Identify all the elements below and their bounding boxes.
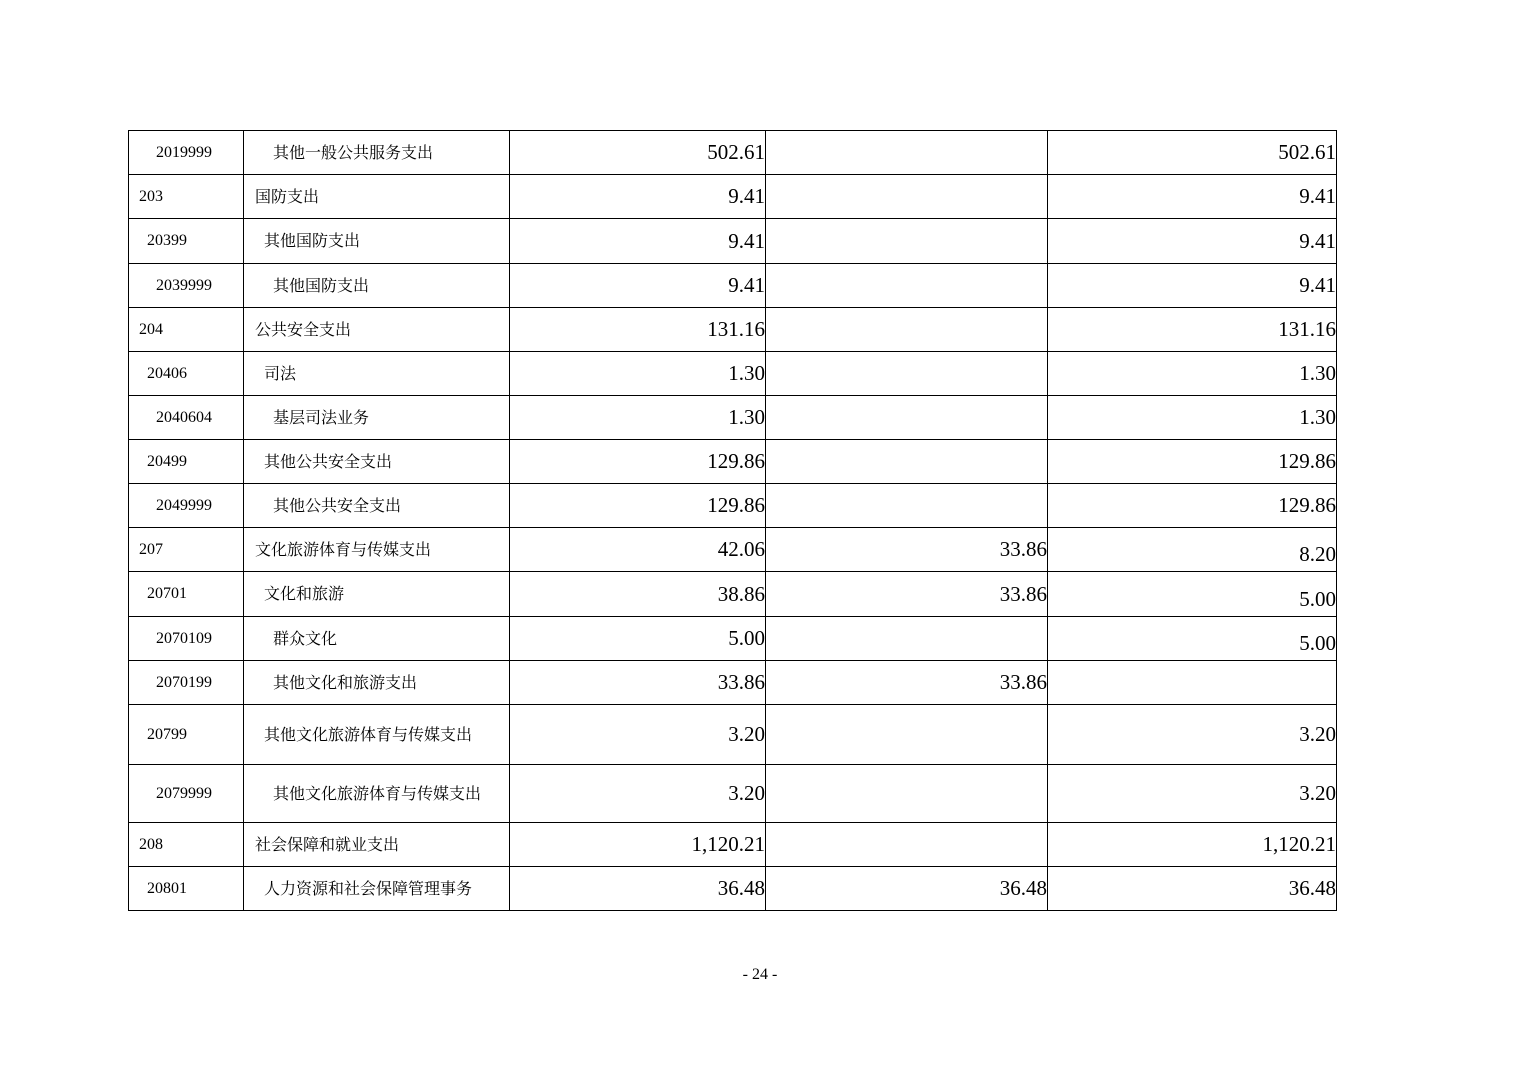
table-row (129, 396, 1337, 440)
subject-name: 司法 (244, 352, 510, 396)
table-row (129, 823, 1337, 867)
total-amount: 1.30 (510, 396, 766, 440)
subject-code: 20399 (129, 219, 244, 264)
subject-name: 其他文化旅游体育与传媒支出 (244, 765, 510, 823)
table-row (129, 175, 1337, 219)
basic-amount (766, 765, 1048, 823)
project-amount: 8.20 (1048, 528, 1337, 572)
subject-name: 其他一般公共服务支出 (244, 131, 510, 175)
basic-amount (766, 484, 1048, 528)
subject-code: 20801 (129, 867, 244, 911)
subject-name: 基层司法业务 (244, 396, 510, 440)
subject-name: 社会保障和就业支出 (244, 823, 510, 867)
table-row (129, 440, 1337, 484)
subject-code: 20499 (129, 440, 244, 484)
subject-code: 2070109 (129, 617, 244, 661)
subject-name: 文化和旅游 (244, 572, 510, 617)
total-amount: 36.48 (510, 867, 766, 911)
subject-name: 其他公共安全支出 (244, 484, 510, 528)
table-row (129, 528, 1337, 572)
table-row (129, 131, 1337, 175)
basic-amount: 33.86 (766, 572, 1048, 617)
subject-code: 207 (129, 528, 244, 572)
table-row (129, 617, 1337, 661)
subject-code: 2049999 (129, 484, 244, 528)
basic-amount (766, 617, 1048, 661)
basic-amount (766, 308, 1048, 352)
total-amount: 42.06 (510, 528, 766, 572)
subject-name: 人力资源和社会保障管理事务 (244, 867, 510, 911)
subject-code: 20701 (129, 572, 244, 617)
project-amount: 5.00 (1048, 572, 1337, 617)
project-amount: 9.41 (1048, 175, 1337, 219)
subject-name: 其他公共安全支出 (244, 440, 510, 484)
table-row (129, 308, 1337, 352)
subject-code: 2040604 (129, 396, 244, 440)
project-amount: 5.00 (1048, 617, 1337, 661)
subject-code: 2019999 (129, 131, 244, 175)
project-amount: 129.86 (1048, 484, 1337, 528)
subject-name: 群众文化 (244, 617, 510, 661)
total-amount: 1,120.21 (510, 823, 766, 867)
total-amount: 9.41 (510, 175, 766, 219)
project-amount: 1.30 (1048, 396, 1337, 440)
table-row (129, 572, 1337, 617)
total-amount: 129.86 (510, 484, 766, 528)
table-row (129, 352, 1337, 396)
subject-name: 其他国防支出 (244, 264, 510, 308)
total-amount: 502.61 (510, 131, 766, 175)
subject-name: 其他文化和旅游支出 (244, 661, 510, 705)
total-amount: 9.41 (510, 219, 766, 264)
table-row (129, 219, 1337, 264)
subject-code: 204 (129, 308, 244, 352)
basic-amount (766, 352, 1048, 396)
basic-amount: 33.86 (766, 528, 1048, 572)
basic-amount (766, 131, 1048, 175)
project-amount (1048, 661, 1337, 705)
project-amount: 3.20 (1048, 765, 1337, 823)
subject-name: 其他国防支出 (244, 219, 510, 264)
project-amount: 131.16 (1048, 308, 1337, 352)
subject-code: 208 (129, 823, 244, 867)
basic-amount (766, 219, 1048, 264)
project-amount: 1,120.21 (1048, 823, 1337, 867)
subject-name: 文化旅游体育与传媒支出 (244, 528, 510, 572)
page-number: - 24 - (742, 966, 778, 983)
table-row (129, 484, 1337, 528)
table-row (129, 765, 1337, 823)
basic-amount (766, 264, 1048, 308)
subject-name: 公共安全支出 (244, 308, 510, 352)
table-row (129, 264, 1337, 308)
subject-name: 国防支出 (244, 175, 510, 219)
project-amount: 9.41 (1048, 264, 1337, 308)
basic-amount (766, 440, 1048, 484)
project-amount: 502.61 (1048, 131, 1337, 175)
total-amount: 33.86 (510, 661, 766, 705)
subject-code: 2070199 (129, 661, 244, 705)
basic-amount: 36.48 (766, 867, 1048, 911)
subject-code: 20799 (129, 705, 244, 765)
basic-amount (766, 396, 1048, 440)
total-amount: 3.20 (510, 765, 766, 823)
subject-code: 203 (129, 175, 244, 219)
subject-code: 20406 (129, 352, 244, 396)
project-amount: 129.86 (1048, 440, 1337, 484)
total-amount: 129.86 (510, 440, 766, 484)
budget-expenditure-table (128, 130, 1337, 911)
total-amount: 131.16 (510, 308, 766, 352)
subject-code: 2039999 (129, 264, 244, 308)
total-amount: 1.30 (510, 352, 766, 396)
project-amount: 36.48 (1048, 867, 1337, 911)
project-amount: 3.20 (1048, 705, 1337, 765)
basic-amount (766, 705, 1048, 765)
basic-amount: 33.86 (766, 661, 1048, 705)
table-row (129, 661, 1337, 705)
total-amount: 5.00 (510, 617, 766, 661)
subject-code: 2079999 (129, 765, 244, 823)
project-amount: 9.41 (1048, 219, 1337, 264)
subject-name: 其他文化旅游体育与传媒支出 (244, 705, 510, 765)
basic-amount (766, 175, 1048, 219)
total-amount: 9.41 (510, 264, 766, 308)
table-row (129, 705, 1337, 765)
basic-amount (766, 823, 1048, 867)
total-amount: 38.86 (510, 572, 766, 617)
project-amount: 1.30 (1048, 352, 1337, 396)
table-row (129, 867, 1337, 911)
total-amount: 3.20 (510, 705, 766, 765)
